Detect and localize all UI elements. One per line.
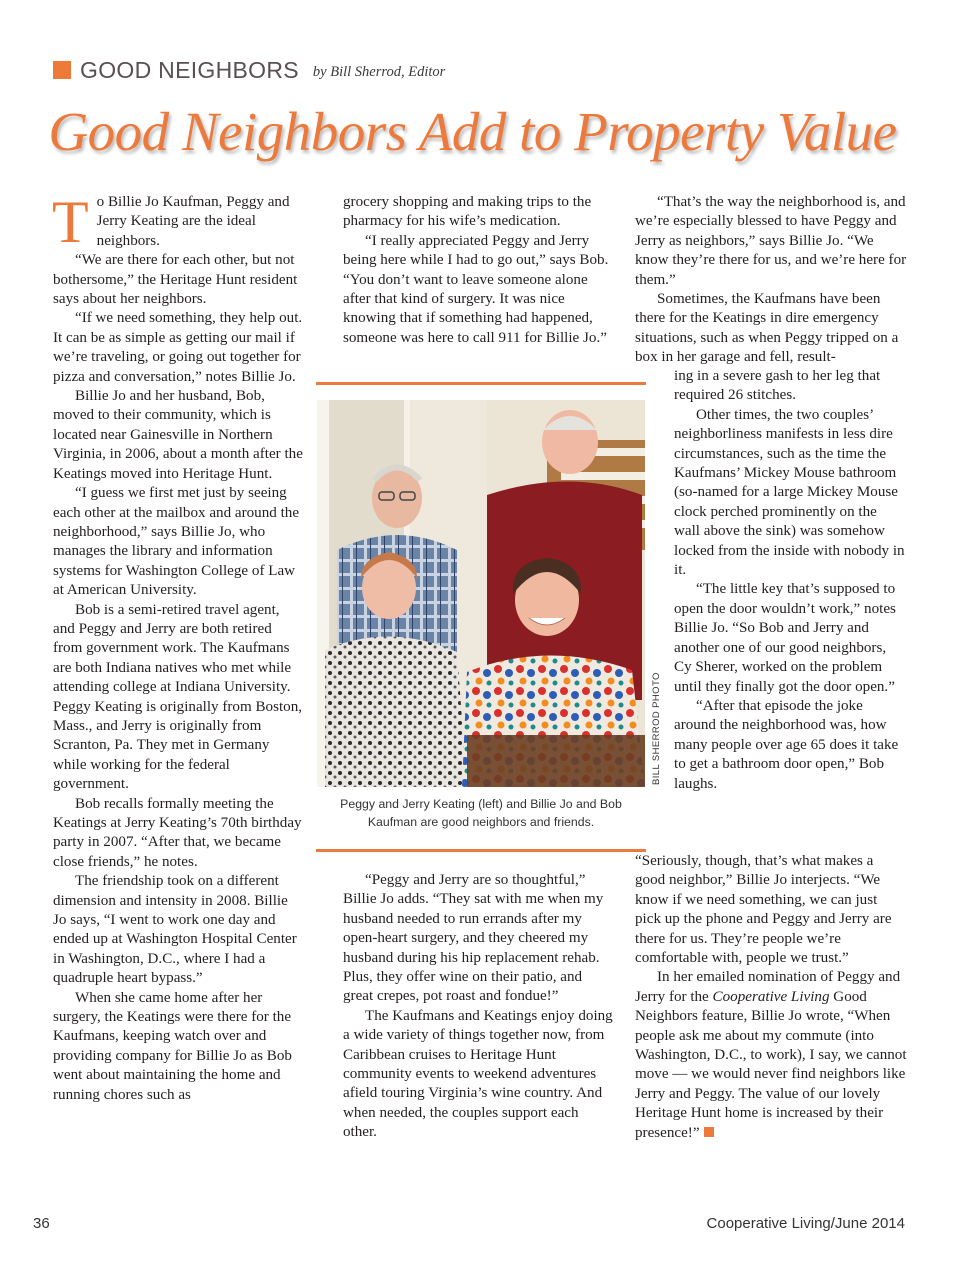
paragraph: Sometimes, the Kaufmans have been there for the Keatings in dire emergency situations, such as when Peggy tripped on a box in her garage and fell, result-	[635, 291, 899, 366]
paragraph	[52, 189, 303, 255]
section-label: GOOD NEIGHBORS	[80, 56, 299, 83]
section-header	[53, 55, 445, 85]
section-marker	[53, 61, 71, 79]
neighbors-photo	[317, 400, 645, 787]
paragraph: “Peggy and Jerry are so thoughtful,” Billie Jo adds. “They sat with me when my husband needed to run errands after my open-heart surgery, and they cheered my husband during his hip replacement rehab. Plus, they offer wine on their patio, and great crepes, pot roast and fondue!”	[343, 872, 604, 1005]
drop-cap: T	[52, 189, 89, 255]
column-1	[52, 189, 303, 1105]
photo-caption: Peggy and Jerry Keating (left) and Billie Jo and Bob Kaufman are good neighbors and friends.	[340, 797, 622, 829]
paragraph-text: Good Neighbors feature, Billie Jo wrote, “When people ask me about my commute (into Washington, D.C., to work), I say, we cannot move — we would never find neighbors like Jerry and Peggy. The value of our lovely Heritage Hunt home is increased by their presence!”	[635, 988, 907, 1141]
paragraph: “I really appreciated Peggy and Jerry being here while I had to go out,” says Bob. “You don’t want to leave someone alone after that kind of surgery. It was nice knowing that if something had happened, someone was here to call 911 for Billie Jo.”	[343, 232, 609, 346]
photo-credit: BILL SHERROD PHOTO	[651, 672, 662, 785]
paragraph: “If we need something, they help out. It can be as simple as getting our mail if we’re traveling, or going out together for pizza and conversation,” notes Billie Jo.	[53, 310, 303, 385]
paragraph-text: o Billie Jo Kaufman, Peggy and Jerry Keating are the ideal neighbors.	[96, 194, 290, 249]
paragraph: “The little key that’s supposed to open the door wouldn’t work,” notes Billie Jo. “So Bob and Jerry and another one of our good neighbors, Cy Sherer, worked on the problem until they finally got the door open.”	[674, 581, 896, 695]
paragraph-text: In her emailed nomination of Peggy and Jerry for the	[635, 969, 901, 1005]
column-3-bottom	[635, 852, 907, 1143]
article-headline: Good Neighbors Add to Property Value	[48, 101, 897, 162]
paragraph: “Seriously, though, that’s what makes a good neighbor,” Billie Jo interjects. “We know if we need something, we can just pick up the phone and Peggy and Jerry are there for us. They’re people we’re comfortable with, people we trust.”	[635, 853, 892, 967]
paragraph	[635, 968, 907, 1143]
paragraph: The Kaufmans and Keatings enjoy doing a wide variety of things together now, from Caribbean cruises to Heritage Hunt community events to weekend adventures afield touring Virginia’s wine country. And when needed, the couples support each other.	[343, 1007, 613, 1141]
paragraph: grocery shopping and making trips to the pharmacy for his wife’s medication.	[343, 194, 592, 230]
paragraph: Bob recalls formally meeting the Keatings at Jerry Keating’s 70th birthday party in 2007. “After that, we became close friends,” he notes.	[53, 795, 302, 870]
paragraph: Other times, the two couples’ neighborliness manifests in less dire circumstances, such as the time the Kaufmans’ Mickey Mouse bathroom (so-named for a large Mickey Mouse clock perched prominently on the wall above the sink) was somehow locked from the inside with nobody in it.	[674, 406, 905, 579]
column-2-bottom	[343, 871, 615, 1143]
paragraph: “After that episode the joke around the neighborhood was, how many people over age 65 does it take to get a bathroom door open,” Bob laughs.	[674, 697, 899, 792]
paragraph: The friendship took on a different dimension and intensity in 2008. Billie Jo says, “I went to work one day and ended up at Washington Hospital Center in Washington, D.C., where I had a quadruple heart bypass.”	[53, 873, 297, 987]
byline: by Bill Sherrod, Editor	[312, 63, 446, 80]
photo-bottom-rule	[316, 849, 646, 852]
publication-footer: Cooperative Living/June 2014	[706, 1215, 905, 1232]
photo-top-rule	[316, 382, 646, 385]
paragraph: “We are there for each other, but not bothersome,” the Heritage Hunt resident says about her neighbors.	[53, 252, 298, 308]
paragraph: “I guess we first met just by seeing each other at the mailbox and around the neighborhood,” says Billie Jo, who manages the library and information systems for Washington College of Law at American University.	[53, 485, 300, 599]
paragraph: Billie Jo and her husband, Bob, moved to their community, which is located near Gainesville in Northern Virginia, in 2006, about a month after the Keatings moved into Heritage Hunt.	[53, 388, 303, 482]
paragraph: “That’s the way the neighborhood is, and we’re especially blessed to have Peggy and Jerry as neighbors,” says Billie Jo. “We know they’re there for us, and we’re here for them.”	[635, 194, 907, 288]
column-3-indented	[674, 367, 906, 794]
paragraph: ing in a severe gash to her leg that required 26 stitches.	[674, 368, 881, 404]
photo-illustration	[317, 400, 645, 787]
page-number: 36	[33, 1215, 50, 1232]
column-2-top	[343, 193, 615, 348]
column-3-top	[635, 193, 907, 368]
publication-name: Cooperative Living	[712, 988, 830, 1005]
end-mark	[704, 1127, 714, 1137]
paragraph: When she came home after her surgery, the Keatings were there for the Kaufmans, keeping watch over and providing company for Billie Jo as Bob went about maintaining the home and running chores such as	[53, 989, 292, 1103]
paragraph: Bob is a semi-retired travel agent, and Peggy and Jerry are both retired from government work. The Kaufmans are both Indiana natives who met while attending college at Indiana University. Peggy Keating is originally from Boston, Mass., and Jerry is originally from Scranton, Pa. They met in Germany while working for the federal government.	[53, 601, 303, 793]
